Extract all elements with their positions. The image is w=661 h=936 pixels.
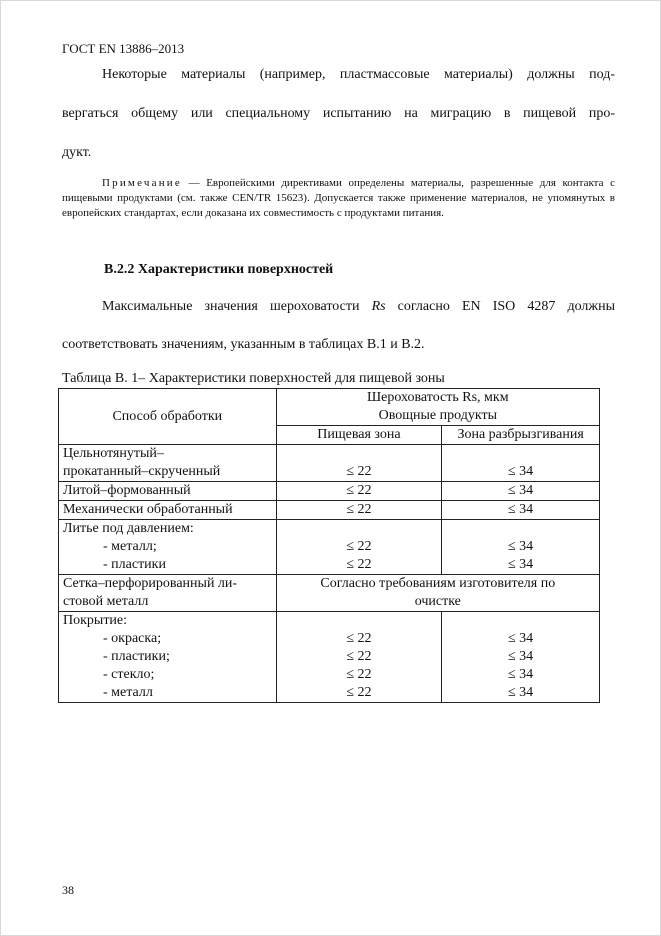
header-group: Овощные продукты <box>378 408 497 423</box>
mesh-label-line: стовой металл <box>63 594 149 609</box>
splash-zone-value <box>442 612 600 703</box>
document-code: ГОСТ EN 13886–2013 <box>62 41 185 56</box>
intro-line-3: дукт. <box>62 145 92 160</box>
value-line: ≤ 34 <box>508 667 534 682</box>
coating-sub-paint: - окраска; <box>103 631 162 646</box>
table-row <box>59 520 600 575</box>
coating-label: Покрытие: <box>63 613 128 628</box>
value-line: ≤ 22 <box>346 667 372 682</box>
food-zone-value: ≤ 22 <box>276 445 442 482</box>
table-row <box>59 445 600 482</box>
casting-sub-metal: - металл; <box>103 539 157 554</box>
header-splash-zone: Зона разбрызгивания <box>442 426 600 445</box>
splash-zone-value <box>442 520 600 575</box>
value-line: ≤ 34 <box>508 539 534 554</box>
intro-line-2: вергаться общему или специальному испытанию на миграцию в пищевой про- <box>62 106 615 121</box>
table-row <box>59 501 600 520</box>
roughness-line-1-end: согласно EN ISO 4287 должны <box>385 299 615 314</box>
value-line: ≤ 22 <box>346 557 372 572</box>
mesh-requirement <box>276 575 599 612</box>
header-method: Способ обработки <box>59 389 277 445</box>
roughness-line-2: соответствовать значениям, указанным в таблицах B.1 и B.2. <box>62 337 425 352</box>
row-label-line: прокатанный–скрученный <box>63 464 221 479</box>
coating-sub-glass: - стекло; <box>103 667 155 682</box>
table-row <box>59 612 600 703</box>
intro-paragraph <box>62 65 615 182</box>
food-zone-value: ≤ 22 <box>276 482 442 501</box>
row-label <box>59 520 277 575</box>
table-row <box>59 575 600 612</box>
value-line: ≤ 34 <box>508 557 534 572</box>
food-zone-value: ≤ 22 <box>276 501 442 520</box>
value-line: ≤ 22 <box>346 539 372 554</box>
note-label: Примечание <box>102 177 182 189</box>
value-line: ≤ 22 <box>346 685 372 700</box>
row-label <box>59 445 277 482</box>
page-number: 38 <box>62 883 74 897</box>
roughness-line-1 <box>62 297 615 335</box>
mesh-label-line: Сетка–перфорированный ли- <box>63 576 238 591</box>
header-food-zone: Пищевая зона <box>276 426 442 445</box>
splash-zone-value: ≤ 34 <box>442 482 600 501</box>
surface-characteristics-table <box>58 388 600 703</box>
value-line: ≤ 34 <box>508 631 534 646</box>
header-roughness <box>276 389 599 426</box>
row-label <box>59 575 277 612</box>
row-label <box>59 612 277 703</box>
intro-line-1: Некоторые материалы (например, пластмассовые материалы) должны под- <box>102 67 615 82</box>
value-line: ≤ 34 <box>508 685 534 700</box>
splash-zone-value: ≤ 34 <box>442 501 600 520</box>
section-heading: B.2.2 Характеристики поверхностей <box>104 262 334 277</box>
coating-sub-metal: - металл <box>103 685 153 700</box>
table-caption: Таблица B. 1– Характеристики поверхностей для пищевой зоны <box>62 371 445 386</box>
roughness-line-1-start: Максимальные значения шероховатости <box>102 299 372 314</box>
mesh-text-line: Согласно требованиям изготовителя по <box>320 576 556 591</box>
casting-sub-plastic: - пластики <box>103 557 166 572</box>
coating-sub-plastic: - пластики; <box>103 649 170 664</box>
row-label-line: Цельнотянутый– <box>63 446 164 461</box>
casting-label: Литье под давлением: <box>63 521 194 536</box>
splash-zone-value: ≤ 34 <box>442 445 600 482</box>
table-row <box>59 482 600 501</box>
value-line: ≤ 34 <box>508 649 534 664</box>
header-roughness-label: Шероховатость Rs, мкм <box>367 390 509 405</box>
row-label: Литой–формованный <box>59 482 277 501</box>
row-label: Механически обработанный <box>59 501 277 520</box>
table-header-row <box>59 389 600 426</box>
food-zone-value <box>276 520 442 575</box>
roughness-paragraph <box>62 297 615 373</box>
rs-symbol: Rs <box>371 299 386 314</box>
value-line: ≤ 22 <box>346 631 372 646</box>
note-text: — Европейскими директивами определены материалы, разрешенные для контакта с пищевыми продуктами (см. также CEN/TR 15623). Допускается также применение материалов, не упомянутых в европейских стандартах, если доказана их совместимость с продуктами питания. <box>62 177 615 219</box>
food-zone-value <box>276 612 442 703</box>
value-line: ≤ 22 <box>346 649 372 664</box>
note-paragraph <box>62 176 615 221</box>
mesh-text-line: очистке <box>414 594 461 609</box>
